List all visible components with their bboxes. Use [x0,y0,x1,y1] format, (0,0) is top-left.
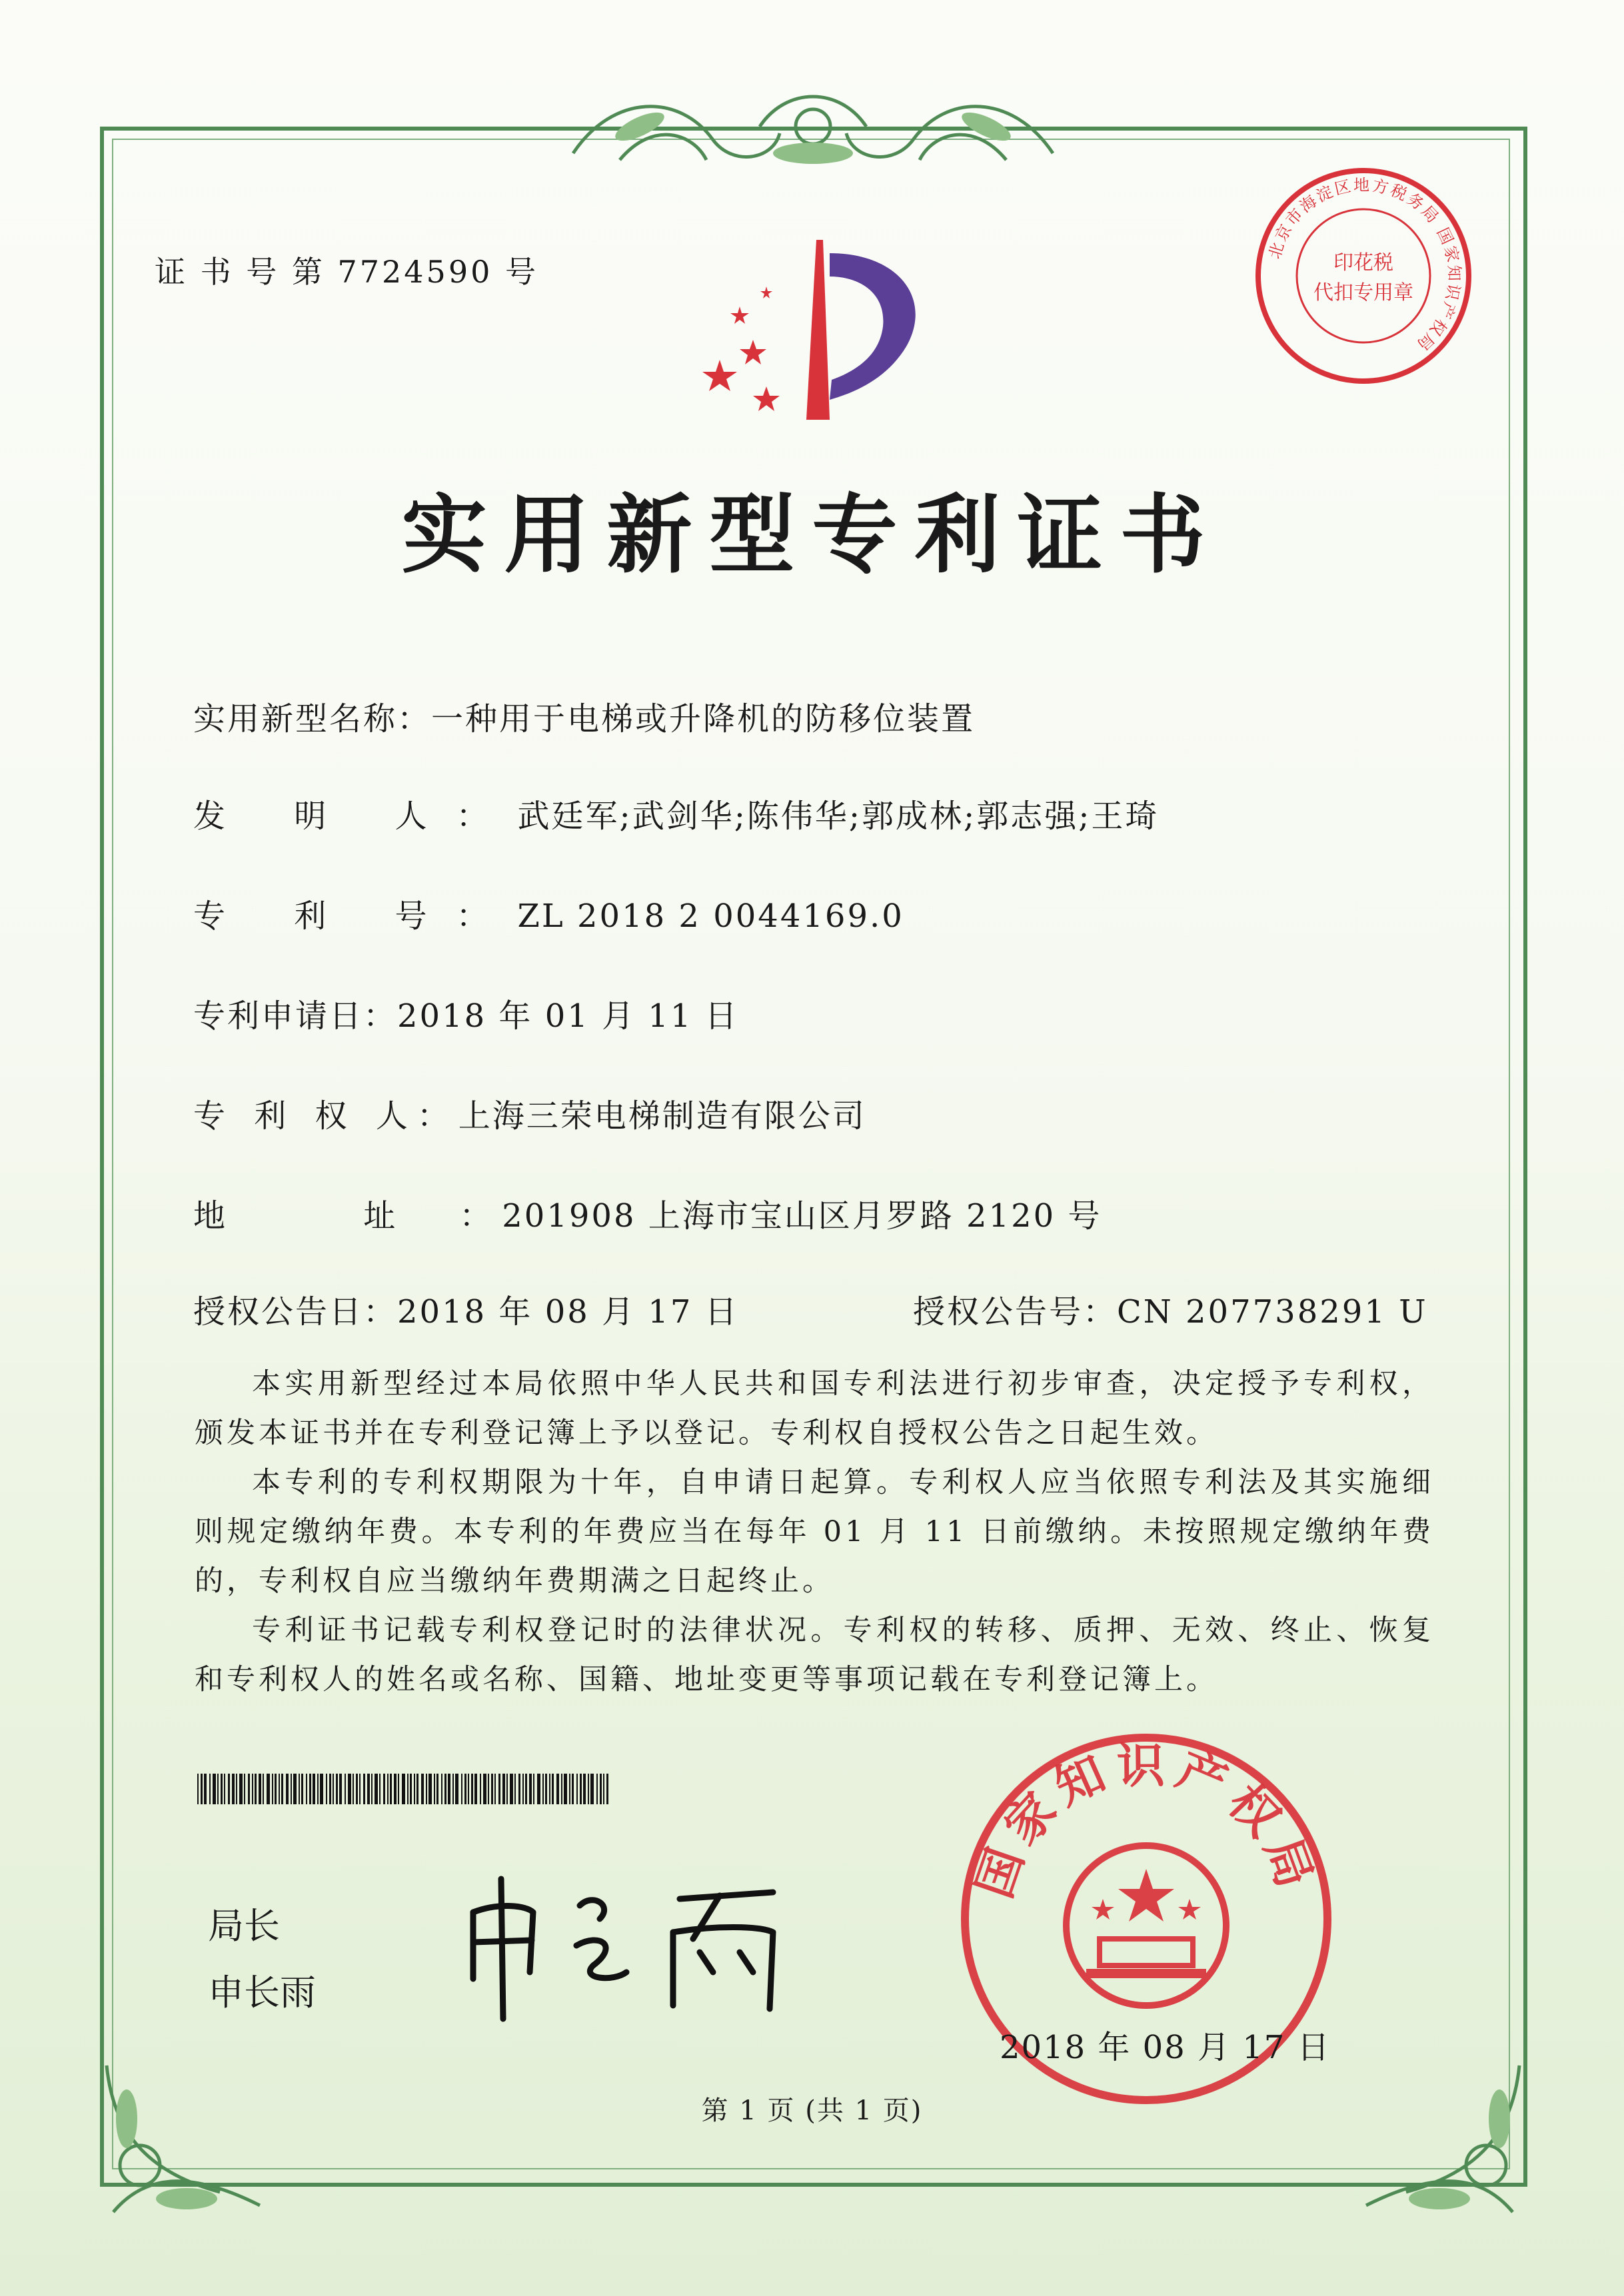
tax-stamp-line1: 印花税 [1333,251,1393,275]
barcode-bar [498,1774,500,1804]
barcode-bar [263,1774,264,1804]
filing-date-label: 专利申请日： [193,997,398,1035]
barcode-bar [452,1774,454,1804]
barcode-bar [299,1774,300,1804]
seal-date: 2018 年 08 月 17 日 [1000,2029,1331,2066]
barcode-bar [564,1774,567,1804]
bottom-right-ornament [1339,2039,1539,2239]
tax-stamp-line2: 代扣专用章 [1313,281,1413,304]
barcode-bar [402,1774,405,1804]
barcode-bar [291,1774,292,1804]
barcode-bar [444,1774,446,1804]
cnipa-logo-icon [680,227,960,433]
barcode-bar [542,1774,544,1804]
barcode-bar [259,1774,261,1804]
barcode-bar [390,1774,392,1804]
barcode-bar [494,1774,496,1804]
handwritten-signature [460,1866,833,2025]
page-footer: 第 1 页 (共 1 页) [701,2095,923,2126]
body-paragraph: 本实用新型经过本局依照中华人民共和国专利法进行初步审查，决定授予专利权，颁发本证书并在专利登记簿上予以登记。专利权自授权公告之日起生效。 [195,1367,1434,1450]
barcode-bar [483,1774,486,1804]
barcode-bar [441,1774,442,1804]
barcode-bar [580,1774,582,1804]
tax-stamp [1250,163,1477,389]
barcode-bar [428,1774,432,1804]
barcode-bar [491,1774,493,1804]
barcode-bar [236,1774,237,1804]
barcode-bar [603,1774,604,1804]
barcode-bar [329,1774,331,1804]
barcode-bar [426,1774,427,1804]
barcode-bar [590,1774,594,1804]
barcode-bar [326,1774,327,1804]
barcode-bar [606,1774,608,1804]
barcode-bar [367,1774,370,1804]
barcode-bar [533,1774,534,1804]
announcement-date-value: 2018 年 08 月 17 日 [397,1293,739,1331]
barcode-bar [407,1774,408,1804]
barcode-bar [228,1774,230,1804]
barcode-bar [525,1774,527,1804]
barcode-bar [333,1774,334,1804]
barcode-bar [394,1774,397,1804]
barcode-bar [518,1774,520,1804]
barcode-bar [502,1774,505,1804]
barcode-bar [379,1774,381,1804]
barcode-bar [434,1774,435,1804]
barcode-bar [514,1774,516,1804]
national-emblem-icon [1066,1846,1226,2006]
barcode-bar [556,1774,559,1804]
barcode-bar [232,1774,235,1804]
signatory-name: 申长雨 [208,1972,316,2013]
barcode-bar [375,1774,378,1804]
barcode-bar [436,1774,438,1804]
barcode-bar [552,1774,554,1804]
barcode-bar [488,1774,489,1804]
barcode-bar [529,1774,532,1804]
certificate-body [195,1359,1434,1704]
barcode-bar [209,1774,211,1804]
barcode-bar [221,1774,223,1804]
inventors-value: 武廷军;武剑华;陈伟华;郭成林;郭志强;王琦 [517,798,1160,835]
barcode-bar [510,1774,513,1804]
barcode-bar [596,1774,598,1804]
barcode-bar [320,1774,323,1804]
announcement-number-row [913,1286,1428,1332]
barcode-bar [317,1774,319,1804]
barcode-bar [279,1774,280,1804]
barcode-bar [387,1774,389,1804]
barcode-bar [569,1774,570,1804]
barcode-bar [313,1774,315,1804]
barcode-bar [572,1774,574,1804]
top-ornament [560,80,1066,180]
barcode-bar [197,1774,199,1804]
body-paragraph: 专利证书记载专利权登记时的法律状况。专利权的转移、质押、无效、终止、恢复和专利权人的姓名或名称、国籍、地址变更等事项记载在专利登记簿上。 [195,1614,1434,1696]
barcode-bar [549,1774,550,1804]
utility-model-name-row [193,693,975,739]
barcode-bar [545,1774,547,1804]
address-row [193,1190,1102,1236]
barcode-bar [201,1774,203,1804]
bottom-left-ornament [87,2039,287,2239]
barcode-bar [448,1774,450,1804]
official-seal-ring-text: 国家知识产权局 [966,1737,1326,1905]
inventors-row [193,790,1159,836]
barcode-bar [293,1774,297,1804]
barcode-bar [583,1774,586,1804]
barcode-bar [252,1774,253,1804]
announcement-number-label: 授权公告号： [913,1293,1118,1331]
announcement-date-label: 授权公告日： [193,1293,398,1331]
barcode-bar [461,1774,462,1804]
signatory-title: 局长 [208,1905,280,1947]
barcode-bar [537,1774,540,1804]
certificate-number: 证 书 号 第 7724590 号 [155,254,538,290]
barcode-bar [339,1774,342,1804]
barcode-bar [348,1774,351,1804]
barcode-bar [416,1774,418,1804]
barcode-bar [275,1774,277,1804]
barcode-bar [345,1774,346,1804]
barcode-bar [576,1774,578,1804]
barcode-bar [383,1774,385,1804]
barcode-bar [398,1774,399,1804]
filing-date-row [193,990,739,1036]
barcode-bar [309,1774,311,1804]
barcode-bar [471,1774,473,1804]
barcode-bar [414,1774,415,1804]
utility-model-name-value: 一种用于电梯或升降机的防移位装置 [431,700,976,738]
utility-model-name-label: 实用新型名称： [193,700,432,738]
barcode-bar [301,1774,303,1804]
barcode-bar [600,1774,602,1804]
barcode-bar [522,1774,524,1804]
barcode-bar [363,1774,365,1804]
barcode-bar [272,1774,273,1804]
barcode-bar [217,1774,219,1804]
announcement-date-row [193,1286,739,1332]
barcode-bar [255,1774,257,1804]
barcode-bar [224,1774,225,1804]
barcode-bar [244,1774,245,1804]
barcode-bar [455,1774,458,1804]
barcode-bar [474,1774,477,1804]
barcode-bar [306,1774,307,1804]
patent-number-label: 专 利 号： [193,897,518,935]
body-paragraph: 本专利的专利权期限为十年，自申请日起算。专利权人应当依照专利法及其实施细则规定缴纳年费。本专利的年费应当在每年 01 月 11 日前缴纳。未按照规定缴纳年费的，专利权自应当缴纳年费期满之日起终止。 [195,1466,1434,1598]
inventors-label: 发 明 人： [193,798,518,835]
patentee-value: 上海三荣电梯制造有限公司 [458,1097,866,1135]
barcode-bar [267,1774,270,1804]
barcode-bar [204,1774,207,1804]
barcode-bar [356,1774,358,1804]
barcode-bar [588,1774,589,1804]
barcode-bar [410,1774,412,1804]
barcode-bar [239,1774,243,1804]
patent-number-value: ZL 2018 2 0044169.0 [517,897,904,935]
barcode-bar [506,1774,508,1804]
barcode-bar [480,1774,481,1804]
barcode-bar [353,1774,354,1804]
barcode-bar [371,1774,373,1804]
barcode-bar [359,1774,361,1804]
patentee-label: 专 利 权 人： [193,1097,458,1135]
barcode-bar [248,1774,250,1804]
barcode-bar [464,1774,466,1804]
barcode-bar [281,1774,283,1804]
barcode-bar [213,1774,216,1804]
barcode-bar [421,1774,424,1804]
barcode-bar [286,1774,289,1804]
certificate-title: 实用新型专利证书 [401,486,1223,585]
barcode-bar [336,1774,338,1804]
patentee-row [193,1090,866,1136]
barcode-bar [468,1774,469,1804]
filing-date-value: 2018 年 01 月 11 日 [397,997,739,1035]
barcode [197,1774,610,1804]
announcement-number-value: CN 207738291 U [1117,1293,1428,1331]
barcode-bar [561,1774,562,1804]
patent-number-row [193,890,904,936]
tax-stamp-ring-text: 北京市海淀区地方税务局 国家知识产权局 [1265,175,1464,356]
address-value: 201908 上海市宝山区月罗路 2120 号 [502,1197,1102,1235]
address-label: 地 址： [193,1197,556,1235]
